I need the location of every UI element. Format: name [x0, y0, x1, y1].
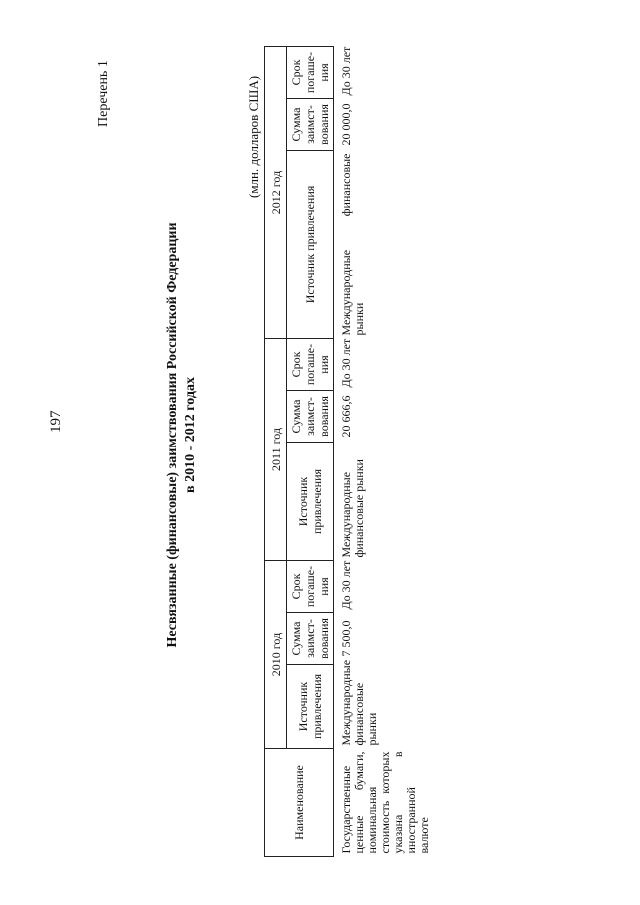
- year-header-2011: 2011 год: [265, 338, 287, 560]
- year-header-2012: 2012 год: [265, 46, 287, 338]
- table-row: [334, 46, 432, 856]
- list-label: Перечень 1: [96, 60, 111, 127]
- title-line-1: Несвязанные (финансовые) заимствования Российской Федерации: [165, 222, 180, 648]
- term-header-2011: Срок погаше-ния: [287, 338, 334, 390]
- year-header-2010: 2010 год: [265, 561, 287, 749]
- amount-header-2012: Сумма заимст-вования: [287, 98, 334, 150]
- amount-header-2010: Сумма заимст-вования: [287, 613, 334, 665]
- term-header-2010: Срок погаше-ния: [287, 561, 334, 613]
- amount-2012: 20 000,0: [339, 103, 353, 146]
- amount-header-2011: Сумма заимст-вования: [287, 391, 334, 443]
- source-header-2011: Источник привлечения: [287, 443, 334, 561]
- term-2011: До 30 лет: [339, 338, 353, 388]
- term-2012: До 30 лет: [339, 46, 353, 96]
- borrowings-table: [264, 46, 431, 857]
- amount-2010: 7 500,0: [339, 620, 353, 657]
- source-2012: Международные финансовые рынки: [339, 153, 366, 336]
- title-line-2: в 2010 - 2012 годах: [183, 377, 198, 493]
- source-2010: Международные финансовые рынки: [339, 659, 379, 746]
- source-2011: Международные финансовые рынки: [339, 459, 366, 558]
- document-title: [164, 115, 200, 755]
- header-row-columns: [287, 46, 334, 856]
- source-header-2010: Источник привлечения: [287, 665, 334, 749]
- header-row-years: [265, 46, 287, 856]
- source-header-2012: Источник привлечения: [287, 150, 334, 338]
- name-header: Наименование: [265, 749, 334, 857]
- units-note: (млн. долларов США): [246, 75, 261, 198]
- amount-2011: 20 666,6: [339, 395, 353, 438]
- term-2010: До 30 лет: [339, 560, 353, 610]
- page-number: 197: [48, 410, 64, 433]
- row-name: Государственные ценные бумаги, номинальная стоимость которых указана в иностранной валюте: [339, 751, 431, 854]
- term-header-2012: Срок погаше-ния: [287, 46, 334, 98]
